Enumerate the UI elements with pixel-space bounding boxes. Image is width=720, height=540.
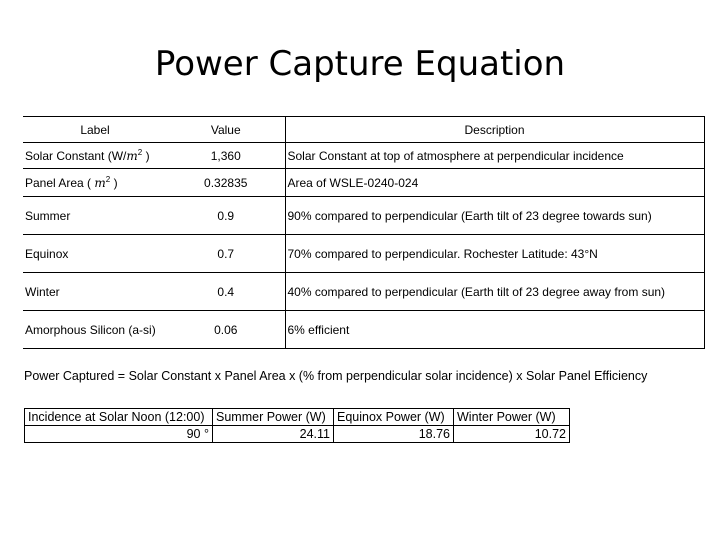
header-label: Label [23,117,167,143]
row-value: 1,360 [167,143,285,169]
winter-power-value: 10.72 [454,426,570,443]
incidence-value: 90 ° [25,426,213,443]
header-winter-power: Winter Power (W) [454,409,570,426]
row-description: Area of WSLE-0240-024 [285,169,704,197]
row-label: Panel Area ( $m^2$ ) [23,169,167,197]
power-results-table [24,408,570,443]
unit-symbol: m [94,176,106,190]
table-row [23,235,704,273]
table-row [23,143,704,169]
results-value-row [25,426,570,443]
parameters-table [23,116,705,349]
table-row [23,311,704,349]
row-label: Amorphous Silicon (a-si) [23,311,167,349]
equinox-power-value: 18.76 [334,426,454,443]
row-label: Solar Constant ($W/m^2$ ) [23,143,167,169]
header-summer-power: Summer Power (W) [213,409,334,426]
row-value: 0.7 [167,235,285,273]
unit-symbol: m [126,149,138,163]
table-row [23,273,704,311]
row-description: 70% compared to perpendicular. Rochester Latitude: 43°N [285,235,704,273]
power-formula: Power Captured = Solar Constant x Panel Area x (% from perpendicular solar incidence) x Solar Panel Efficiency [24,369,648,383]
header-equinox-power: Equinox Power (W) [334,409,454,426]
results-header-row [25,409,570,426]
summer-power-value: 24.11 [213,426,334,443]
row-description: 6% efficient [285,311,704,349]
row-description: 40% compared to perpendicular (Earth tilt of 23 degree away from sun) [285,273,704,311]
row-description: 90% compared to perpendicular (Earth tilt of 23 degree towards sun) [285,197,704,235]
row-description: Solar Constant at top of atmosphere at perpendicular incidence [285,143,704,169]
header-value: Value [167,117,285,143]
page-title: Power Capture Equation [154,44,566,84]
unit-exponent: 2 [137,148,143,157]
row-label: Winter [23,273,167,311]
table-row [23,169,704,197]
table-header-row [23,117,704,143]
row-value: 0.06 [167,311,285,349]
row-value: 0.9 [167,197,285,235]
header-description: Description [285,117,704,143]
row-label: Equinox [23,235,167,273]
row-value: 0.4 [167,273,285,311]
header-incidence: Incidence at Solar Noon (12:00) [25,409,213,426]
row-label: Summer [23,197,167,235]
row-value: 0.32835 [167,169,285,197]
unit-exponent: 2 [105,175,111,184]
table-row [23,197,704,235]
